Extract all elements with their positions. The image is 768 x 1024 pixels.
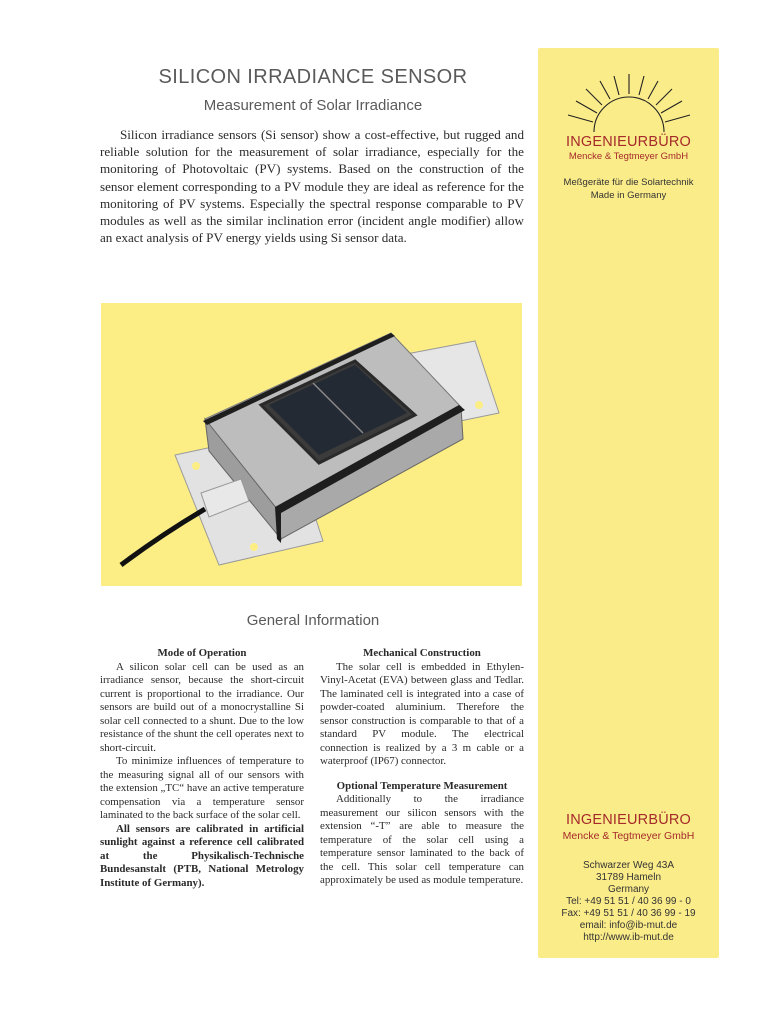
website-link[interactable]: http://www.ib-mut.de (583, 932, 674, 943)
heading-mechanical-construction: Mechanical Construction (363, 647, 481, 659)
heading-optional-temperature: Optional Temperature Measurement (336, 779, 508, 792)
brand-block-top (538, 134, 719, 202)
column-left (100, 647, 304, 890)
address-street: Schwarzer Weg 43A (583, 860, 674, 871)
contact-block (538, 812, 719, 944)
rising-sun-icon (564, 70, 694, 140)
sensor-device-illustration (101, 303, 522, 586)
page-subtitle: Measurement of Solar Irradiance (203, 97, 423, 114)
address-city: 31789 Hameln (595, 872, 662, 883)
brand-subtitle: Mencke & Tegtmeyer GmbH (568, 151, 689, 162)
column-right (320, 647, 524, 888)
address (538, 860, 719, 944)
paragraph: The solar cell is embedded in Ethylen-Vinyl-Acetat (EVA) between glass and Tedlar. The laminated cell is integrated into a case of powder-coated aluminium. Therefore the sensor construction is comparable to that of a standard PV module. The electrical connection is realized by a 3 m cable or a waterproof (IP67) connector. (320, 660, 524, 767)
tagline-line-2: Made in Germany (590, 190, 667, 201)
tagline-line-1: Meßgeräte für die Solartechnik (563, 177, 694, 188)
intro-paragraph: Silicon irradiance sensors (Si sensor) show a cost-effective, but rugged and reliable solution for the measurement of solar irradiance, especially for the monitoring of Photovoltaic (PV) systems. Based on the construction of the sensor element corresponding to a PV module they are ideal as reference for the monitoring of PV systems. Especially the spectral response comparable to PV modules as well as the similar inclination error (incident angle modifier) allow an exact analysis of PV energy yields using Si sensor data. (100, 127, 524, 246)
heading-mode-of-operation: Mode of Operation (157, 647, 247, 659)
fax: Fax: +49 51 51 / 40 36 99 - 19 (561, 908, 696, 919)
address-country: Germany (607, 884, 650, 895)
brand-subtitle: Mencke & Tegtmeyer GmbH (562, 830, 695, 842)
paragraph-calibration: All sensors are calibrated in artificial sunlight against a reference cell calibrated at the Physikalisch-Technische Bundesanstalt (PTB, National Metrology Institute of Germany). (100, 822, 304, 889)
section-title-general-information: General Information (246, 612, 380, 629)
sidebar (538, 48, 719, 958)
paragraph: A silicon solar cell can be used as an irradiance sensor, because the short-circuit current is proportional to the irradiance. Our sensors are build out of a monocrystalline Si solar cell connected to a shunt. Due to the low resistance of the shunt the cell operates next to short-circuit. (100, 660, 304, 754)
tagline (538, 176, 719, 202)
page-title: SILICON IRRADIANCE SENSOR (158, 66, 468, 88)
brand-name: INGENIEURBÜRO (565, 134, 692, 150)
product-photo (101, 303, 522, 586)
brand-name: INGENIEURBÜRO (565, 812, 692, 828)
phone: Tel: +49 51 51 / 40 36 99 - 0 (566, 896, 691, 907)
paragraph: To minimize influences of temperature to the measuring signal all of our sensors with the extension „TC“ have an active temperature compensation via a temperature sensor laminated to the back surface of the solar cell. (100, 755, 304, 821)
email-link[interactable]: email: info@ib-mut.de (579, 920, 678, 931)
paragraph: Additionally to the irradiance measurement our silicon sensors with the extension “-T” are able to measure the temperature of the solar cell using a temperature sensor laminated to the back of the cell. This solar cell temperature can approximately be used as module temperature. (320, 793, 524, 886)
